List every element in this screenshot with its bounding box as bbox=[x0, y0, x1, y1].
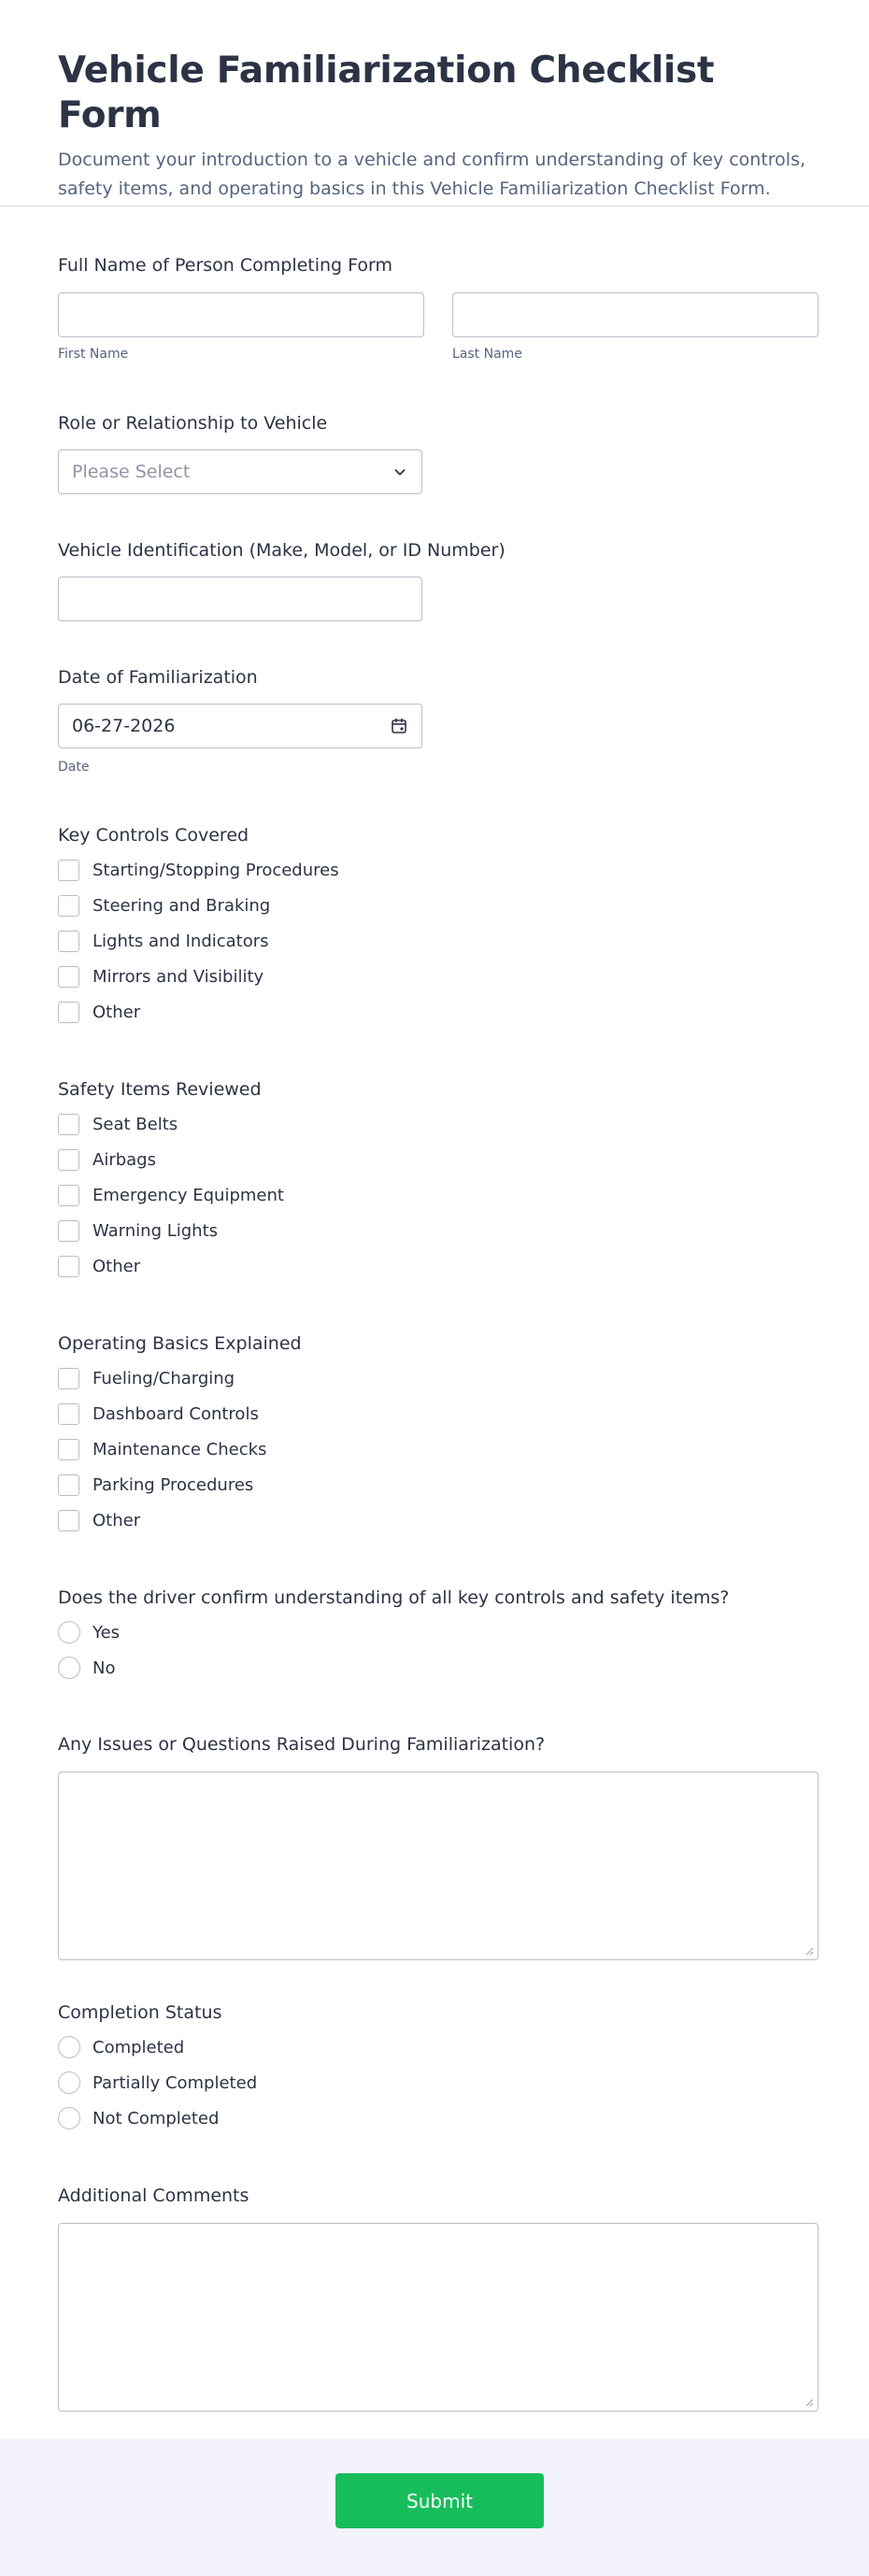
form-body bbox=[0, 206, 869, 2441]
radio-button[interactable] bbox=[58, 1657, 80, 1679]
checkbox[interactable] bbox=[58, 966, 79, 988]
safety-items-question bbox=[58, 1078, 284, 1284]
checkbox[interactable] bbox=[58, 1256, 79, 1277]
completion-option[interactable] bbox=[58, 2029, 257, 2065]
checkbox[interactable] bbox=[58, 1002, 79, 1023]
option-label: Partially Completed bbox=[93, 2072, 258, 2093]
operating-basics-label: Operating Basics Explained bbox=[58, 1333, 302, 1354]
issues-label: Any Issues or Questions Raised During Familiarization? bbox=[58, 1734, 546, 1755]
safety-items-option[interactable] bbox=[58, 1248, 284, 1284]
key-controls-option[interactable] bbox=[58, 888, 339, 923]
option-label: Warning Lights bbox=[93, 1220, 219, 1241]
checkbox[interactable] bbox=[58, 1185, 79, 1206]
comments-question bbox=[58, 2185, 819, 2412]
key-controls-option[interactable] bbox=[58, 923, 339, 959]
confirm-question bbox=[58, 1587, 729, 1686]
checkbox[interactable] bbox=[58, 1114, 79, 1135]
role-label: Role or Relationship to Vehicle bbox=[58, 413, 328, 434]
submit-button[interactable]: Submit bbox=[335, 2473, 544, 2528]
operating-basics-option[interactable] bbox=[58, 1360, 302, 1396]
form-header bbox=[0, 0, 869, 206]
checkbox[interactable] bbox=[58, 1368, 79, 1389]
form-description: Document your introduction to a vehicle and confirm understanding of key controls, safety items, and operating basics in this Vehicle Familiarization Checklist Form. bbox=[58, 149, 806, 199]
option-label: Parking Procedures bbox=[93, 1474, 254, 1495]
first-name-sublabel: First Name bbox=[58, 347, 129, 362]
completion-question bbox=[58, 2001, 257, 2136]
last-name-input[interactable] bbox=[452, 292, 819, 337]
role-select[interactable] bbox=[58, 449, 422, 494]
safety-items-option[interactable] bbox=[58, 1213, 284, 1248]
completion-option[interactable] bbox=[58, 2100, 257, 2136]
date-value: 06-27-2026 bbox=[72, 716, 176, 736]
option-label: Steering and Braking bbox=[93, 895, 271, 916]
radio-button[interactable] bbox=[58, 2071, 80, 2094]
comments-label: Additional Comments bbox=[58, 2185, 249, 2206]
operating-basics-option[interactable] bbox=[58, 1467, 302, 1502]
operating-basics-option[interactable] bbox=[58, 1431, 302, 1467]
resize-grip-icon[interactable] bbox=[805, 1946, 814, 1956]
option-label: Mirrors and Visibility bbox=[93, 966, 264, 987]
option-label: Seat Belts bbox=[93, 1114, 178, 1134]
operating-basics-option[interactable] bbox=[58, 1502, 302, 1538]
option-label: Fueling/Charging bbox=[93, 1368, 235, 1388]
checkbox[interactable] bbox=[58, 1474, 79, 1496]
operating-basics-option[interactable] bbox=[58, 1396, 302, 1431]
date-label: Date of Familiarization bbox=[58, 667, 258, 688]
option-label: Not Completed bbox=[93, 2108, 220, 2128]
date-input[interactable] bbox=[58, 704, 422, 748]
first-name-input[interactable] bbox=[58, 292, 424, 337]
role-select-placeholder: Please Select bbox=[72, 462, 191, 482]
option-label: Completed bbox=[93, 2037, 185, 2057]
full-name-label: Full Name of Person Completing Form bbox=[58, 255, 393, 276]
checkbox[interactable] bbox=[58, 1510, 79, 1531]
safety-items-option[interactable] bbox=[58, 1106, 284, 1142]
date-question bbox=[58, 666, 422, 775]
option-label: Emergency Equipment bbox=[93, 1185, 284, 1205]
key-controls-option[interactable] bbox=[58, 959, 339, 994]
key-controls-option[interactable] bbox=[58, 852, 339, 888]
calendar-icon[interactable] bbox=[390, 717, 408, 735]
confirm-option[interactable] bbox=[58, 1650, 729, 1686]
full-name-question bbox=[58, 254, 819, 362]
option-label: Maintenance Checks bbox=[93, 1439, 267, 1459]
checkbox[interactable] bbox=[58, 1439, 79, 1460]
confirm-option[interactable] bbox=[58, 1615, 729, 1650]
option-label: No bbox=[93, 1658, 116, 1678]
date-sublabel: Date bbox=[58, 760, 90, 775]
confirm-label: Does the driver confirm understanding of all key controls and safety items? bbox=[58, 1587, 730, 1608]
vehicle-id-question bbox=[58, 539, 506, 621]
completion-label: Completion Status bbox=[58, 2002, 222, 2023]
key-controls-option[interactable] bbox=[58, 994, 339, 1030]
form-title: Vehicle Familiarization Checklist Form bbox=[58, 50, 715, 136]
option-label: Lights and Indicators bbox=[93, 931, 269, 951]
role-question bbox=[58, 412, 422, 494]
safety-items-label: Safety Items Reviewed bbox=[58, 1079, 262, 1100]
key-controls-label: Key Controls Covered bbox=[58, 825, 249, 846]
checkbox[interactable] bbox=[58, 895, 79, 917]
checkbox[interactable] bbox=[58, 1149, 79, 1171]
option-label: Other bbox=[93, 1002, 141, 1022]
option-label: Airbags bbox=[93, 1149, 156, 1170]
option-label: Yes bbox=[93, 1622, 121, 1643]
safety-items-option[interactable] bbox=[58, 1177, 284, 1213]
chevron-down-icon bbox=[392, 463, 408, 480]
checkbox[interactable] bbox=[58, 1403, 79, 1425]
vehicle-id-label: Vehicle Identification (Make, Model, or ID Number) bbox=[58, 540, 506, 561]
vehicle-id-input[interactable] bbox=[58, 576, 422, 621]
checkbox[interactable] bbox=[58, 1220, 79, 1242]
key-controls-question bbox=[58, 824, 339, 1030]
option-label: Dashboard Controls bbox=[93, 1403, 259, 1424]
issues-question bbox=[58, 1733, 819, 1960]
option-label: Other bbox=[93, 1510, 141, 1530]
radio-button[interactable] bbox=[58, 2107, 80, 2129]
radio-button[interactable] bbox=[58, 1621, 80, 1644]
checkbox[interactable] bbox=[58, 931, 79, 952]
operating-basics-question bbox=[58, 1332, 302, 1538]
form-footer bbox=[0, 2439, 869, 2576]
option-label: Starting/Stopping Procedures bbox=[93, 860, 339, 880]
completion-option[interactable] bbox=[58, 2065, 257, 2100]
resize-grip-icon[interactable] bbox=[805, 2398, 814, 2407]
issues-textarea[interactable] bbox=[58, 1772, 819, 1960]
option-label: Other bbox=[93, 1256, 141, 1276]
radio-button[interactable] bbox=[58, 2036, 80, 2058]
last-name-sublabel: Last Name bbox=[452, 347, 522, 362]
comments-textarea[interactable] bbox=[58, 2223, 819, 2412]
checkbox[interactable] bbox=[58, 860, 79, 881]
safety-items-option[interactable] bbox=[58, 1142, 284, 1177]
